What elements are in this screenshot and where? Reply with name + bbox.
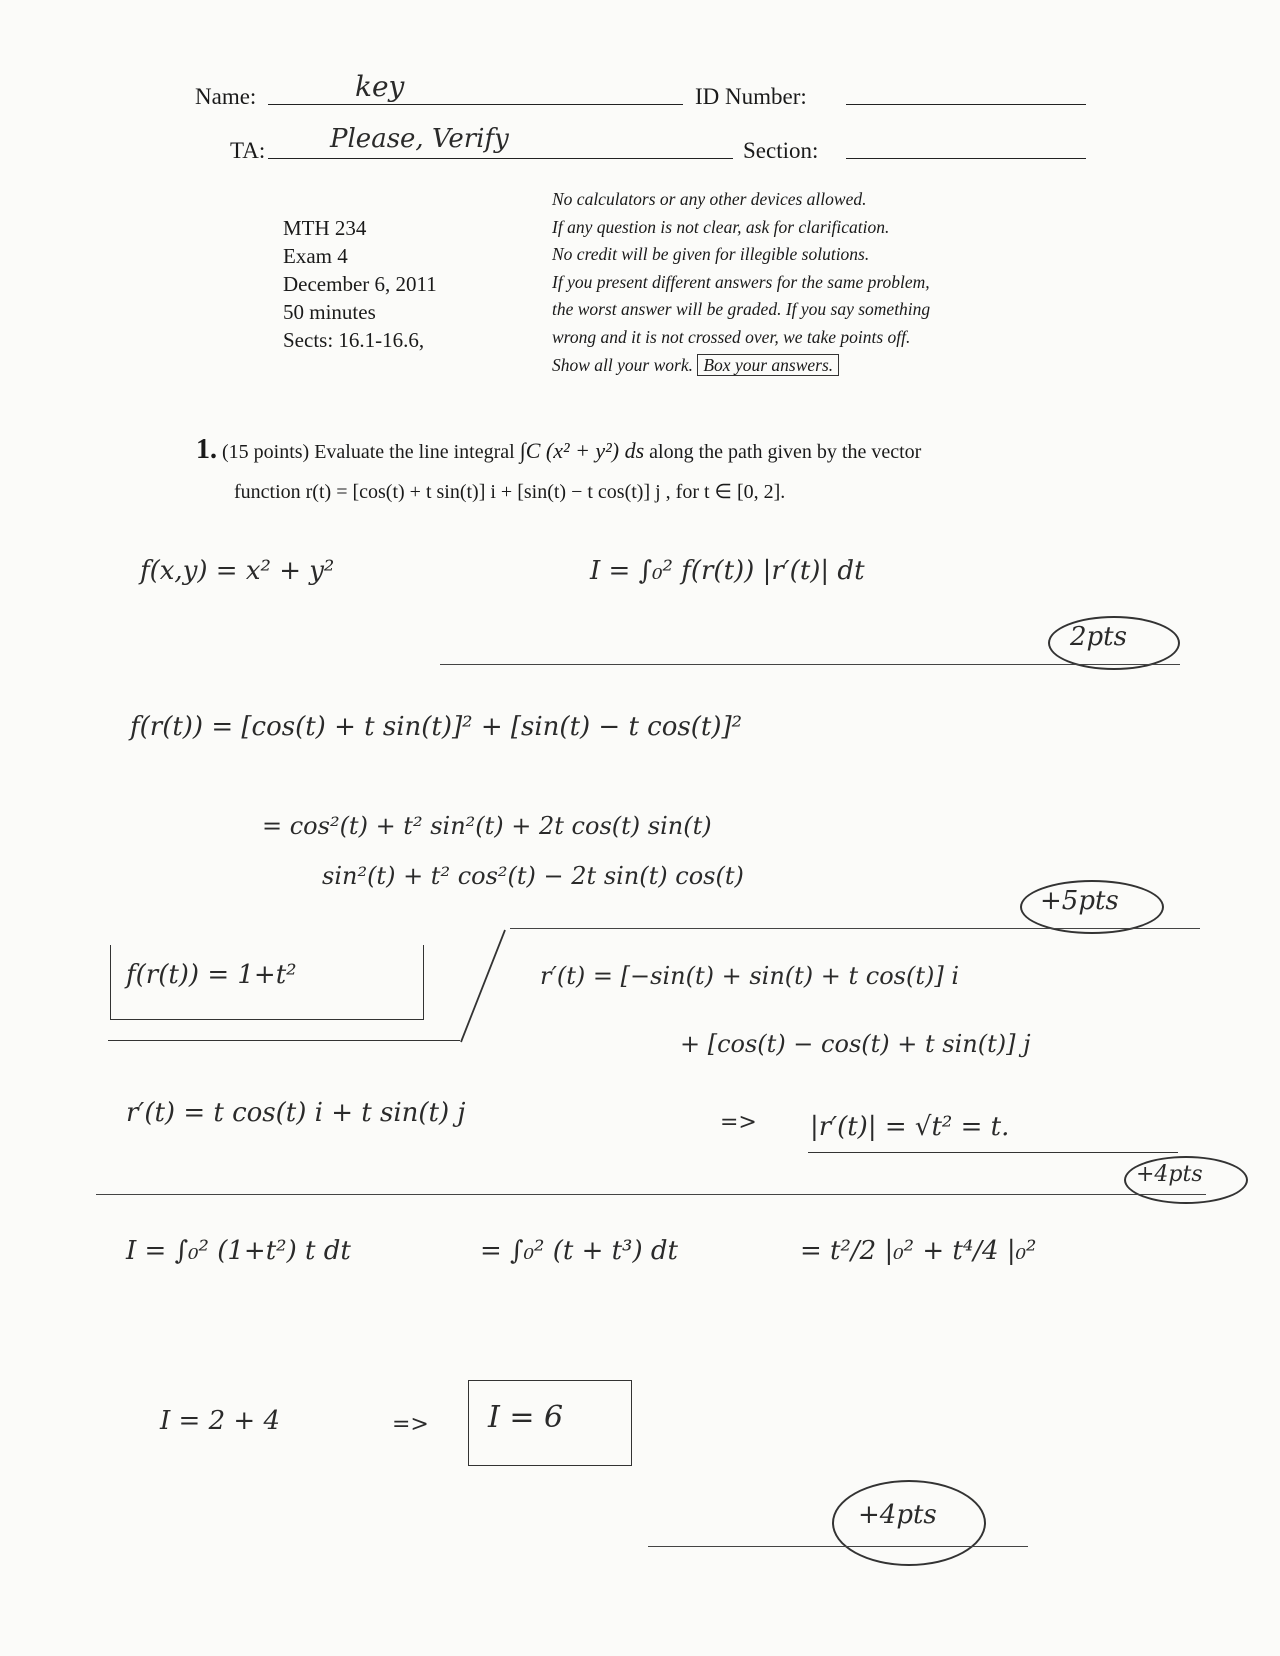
instruction-line: If any question is not clear, ask for clarification. [552,216,890,237]
f-of-r: f(r(t)) = [cos(t) + t sin(t)]² + [sin(t) − t cos(t)]² [130,712,743,742]
ta-label: TA: [230,138,266,163]
problem-1 [196,430,1096,512]
f-definition: f(x,y) = x² + y² [140,556,335,586]
instruction-line: wrong and it is not crossed over, we take points off. [552,326,911,347]
section-label: Section: [743,138,819,163]
exam-date: December 6, 2011 [283,272,437,296]
instruction-line: the worst answer will be graded. If you say something [552,299,931,320]
r-prime-simplified: r′(t) = t cos(t) i + t sin(t) j [126,1098,466,1128]
problem-text-b: along the path given by the vector [649,441,922,463]
problem-integral: ∫C (x² + y²) ds [519,438,645,463]
id-number-line[interactable] [846,104,1086,105]
expansion-line-1: = cos²(t) + t² sin²(t) + 2t cos(t) sin(t) [262,812,712,840]
expansion-line-2: sin²(t) + t² cos²(t) − 2t sin(t) cos(t) [322,862,744,890]
instruction-line: No calculators or any other devices allowed. [552,189,867,209]
section-line[interactable] [846,158,1086,159]
divider-3 [96,1194,1206,1195]
integral-definition: I = ∫₀² f(r(t)) |r′(t)| dt [590,556,865,586]
integral-step-1: I = ∫₀² (1+t²) t dt [126,1236,351,1266]
final-sum: I = 2 + 4 [160,1406,280,1436]
ta-line [268,158,733,159]
id-number-label: ID Number: [695,84,807,109]
divider-2 [510,928,1200,929]
norm-r-prime: |r′(t)| = √t² = t. [810,1112,1010,1142]
r-prime-line-1: r′(t) = [−sin(t) + sin(t) + t cos(t)] i [540,962,960,990]
f-result: f(r(t)) = 1+t² [126,960,297,990]
ta-value[interactable]: Please, Verify [330,124,509,154]
name-line [268,104,683,105]
exam-sections: Sects: 16.1-16.6, [283,328,425,352]
r-prime-line-2: + [cos(t) − cos(t) + t sin(t)] j [680,1030,1031,1058]
instruction-box-answers: Box your answers. [697,354,839,376]
instruction-show-work: Show all your work. [552,354,693,375]
instruction-line: If you present different answers for the same problem, [552,271,930,292]
problem-text-c: function r(t) = [cos(t) + t sin(t)] i + [sin(t) − t cos(t)] j , for t ∈ [0, 2]. [234,481,786,503]
name-label: Name: [195,84,257,109]
problem-1-line-1 [196,430,1096,472]
course-info [283,214,437,354]
norm-underline [808,1152,1178,1153]
slash-mark [455,928,515,1048]
points-4a: +4pts [1136,1162,1203,1187]
points-2: 2pts [1070,622,1127,652]
integral-step-2: = ∫₀² (t + t³) dt [480,1236,678,1266]
instruction-line: No credit will be given for illegible solutions. [552,244,870,265]
course-code: MTH 234 [283,216,367,240]
exam-title: Exam 4 [283,244,348,268]
implies-arrow-1: => [720,1110,757,1135]
final-answer: I = 6 [488,1400,564,1435]
problem-text-a: (15 points) Evaluate the line integral [222,441,515,463]
implies-arrow-2: => [392,1412,429,1437]
problem-number: 1. [196,434,217,465]
instruction-line [552,352,1112,380]
integral-step-3: = t²/2 |₀² + t⁴/4 |₀² [800,1236,1037,1266]
points-5: +5pts [1040,886,1119,916]
instructions [552,186,1112,379]
divider-4 [648,1546,1028,1547]
points-4b: +4pts [858,1500,937,1530]
f-result-underline [108,1040,460,1041]
exam-duration: 50 minutes [283,300,376,324]
divider-1 [440,664,1180,665]
name-value[interactable]: key [355,70,405,103]
